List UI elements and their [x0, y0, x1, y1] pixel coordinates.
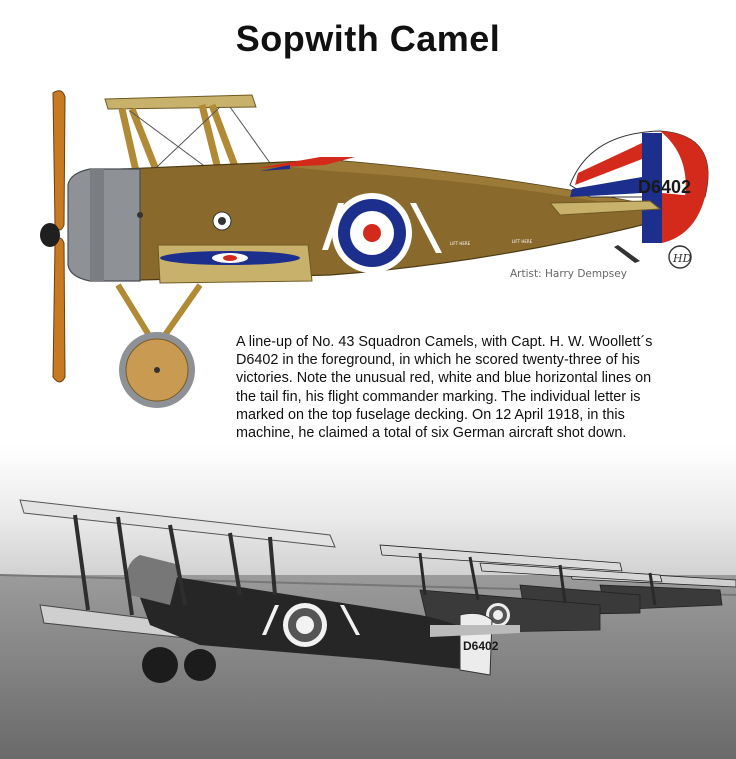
- caption-line: A line-up of No. 43 Squadron Camels, with Capt. H. W. Woollett´s: [236, 334, 653, 350]
- caption-line: marked on the top fuselage decking. On 12 April 1918, in this: [236, 406, 625, 423]
- top-wing: [105, 95, 256, 109]
- caption-line: D6402 in the foreground, in which he scored twenty-three of his: [236, 352, 640, 369]
- artist-credit: Artist: Harry Dempsey: [510, 268, 627, 280]
- caption-line: the tail fin, his flight commander marking. The individual letter is: [236, 388, 641, 405]
- landing-wheel: [119, 332, 195, 408]
- fuselage-roundel: [332, 193, 412, 273]
- caption-line: victories. Note the unusual red, white and blue horizontal lines on: [236, 370, 652, 387]
- caption-line: machine, he claimed a total of six German aircraft shot down.: [236, 425, 627, 442]
- propeller: [40, 91, 65, 382]
- stencil-lift-here-2: LIFT HERE: [512, 239, 533, 244]
- caption: [236, 333, 706, 442]
- artist-monogram-text: HD: [673, 252, 692, 265]
- squadron-lineup-photo: [0, 445, 736, 759]
- stencil-lift-here-1: LIFT HERE: [450, 241, 471, 246]
- aircraft-serial: D6402: [638, 177, 692, 197]
- photo-aircraft-serial: D6402: [463, 639, 499, 653]
- page-title: Sopwith Camel: [235, 18, 501, 59]
